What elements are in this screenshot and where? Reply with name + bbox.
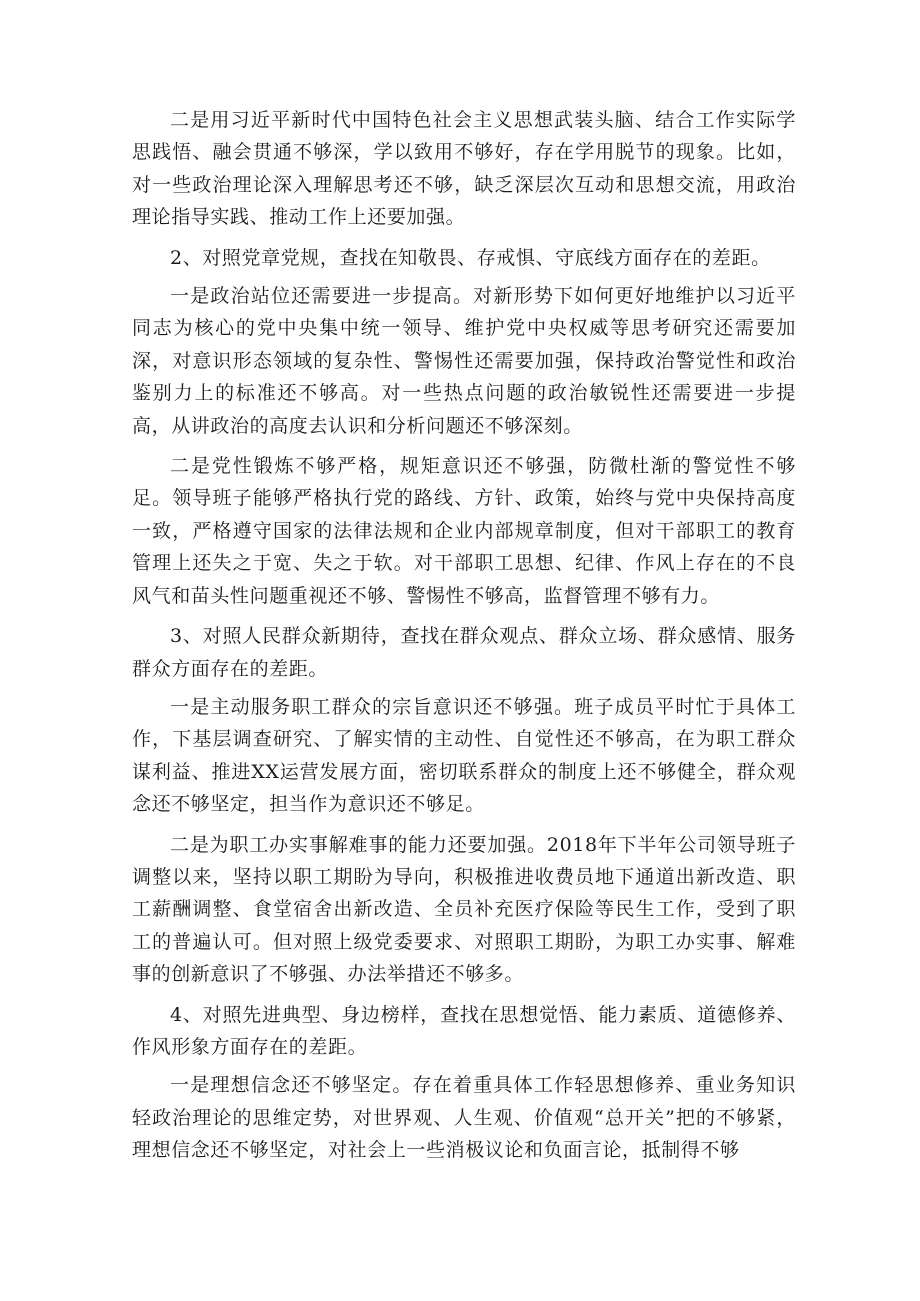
- section-heading-4: 4、对照先进典型、身边榜样，查找在思想觉悟、能力素质、道德修养、作风形象方面存在的差距。: [132, 1003, 796, 1058]
- paragraph-party-discipline: 二是党性锻炼不够严格，规矩意识还不够强，防微杜渐的警觉性不够足。领导班子能够严格执行党的路线、方针、政策，始终与党中央保持高度一致，严格遵守国家的法律法规和企业内部规章制度，但对干部职工的教育管理上还失之于宽、失之于软。对干部职工思想、纪律、作风上存在的不良风气和苗头性问题重视还不够、警惕性不够高，监督管理不够有力。: [132, 455, 796, 607]
- paragraph-theory-study: 二是用习近平新时代中国特色社会主义思想武装头脑、结合工作实际学思践悟、融会贯通不够深，学以致用不够好，存在学用脱节的现象。比如，对一些政治理论深入理解思考还不够，缺乏深层次互动和思想交流，用政治理论指导实践、推动工作上还要加强。: [132, 109, 796, 229]
- paragraph-ideals-beliefs: 一是理想信念还不够坚定。存在着重具体工作轻思想修养、重业务知识轻政治理论的思维定势，对世界观、人生观、价值观“总开关”把的不够紧，理想信念还不够坚定，对社会上一些消极议论和负面言论，抵制得不够: [132, 1074, 796, 1162]
- section-heading-3: 3、对照人民群众新期待，查找在群众观点、群众立场、群众感情、服务群众方面存在的差距。: [132, 625, 796, 680]
- document-body: [132, 104, 796, 1175]
- paragraph-practical-work: 二是为职工办实事解难事的能力还要加强。2018年下半年公司领导班子调整以来，坚持以职工期盼为导向，积极推进收费员地下通道出新改造、职工薪酬调整、食堂宿舍出新改造、全员补充医疗保险等民生工作，受到了职工的普遍认可。但对照上级党委要求、对照职工期盼，为职工办实事、解难事的创新意识了不够强、办法举措还不够多。: [132, 833, 796, 986]
- paragraph-service-awareness: 一是主动服务职工群众的宗旨意识还不够强。班子成员平时忙于具体工作，下基层调查研究、了解实情的主动性、自觉性还不够高，在为职工群众谋利益、推进XX运营发展方面，密切联系群众的制度上还不够健全，群众观念还不够坚定，担当作为意识还不够足。: [132, 695, 796, 816]
- paragraph-political-stance: 一是政治站位还需要进一步提高。对新形势下如何更好地维护以习近平同志为核心的党中央集中统一领导、维护党中央权威等思考研究还需要加深，对意识形态领域的复杂性、警惕性还需要加强，保持政治警觉性和政治鉴别力上的标准还不够高。对一些热点问题的政治敏锐性还需要进一步提高，从讲政治的高度去认识和分析问题还不够深刻。: [132, 285, 796, 437]
- section-heading-2: 2、对照党章党规，查找在知敬畏、存戒惧、守底线方面存在的差距。: [170, 246, 771, 269]
